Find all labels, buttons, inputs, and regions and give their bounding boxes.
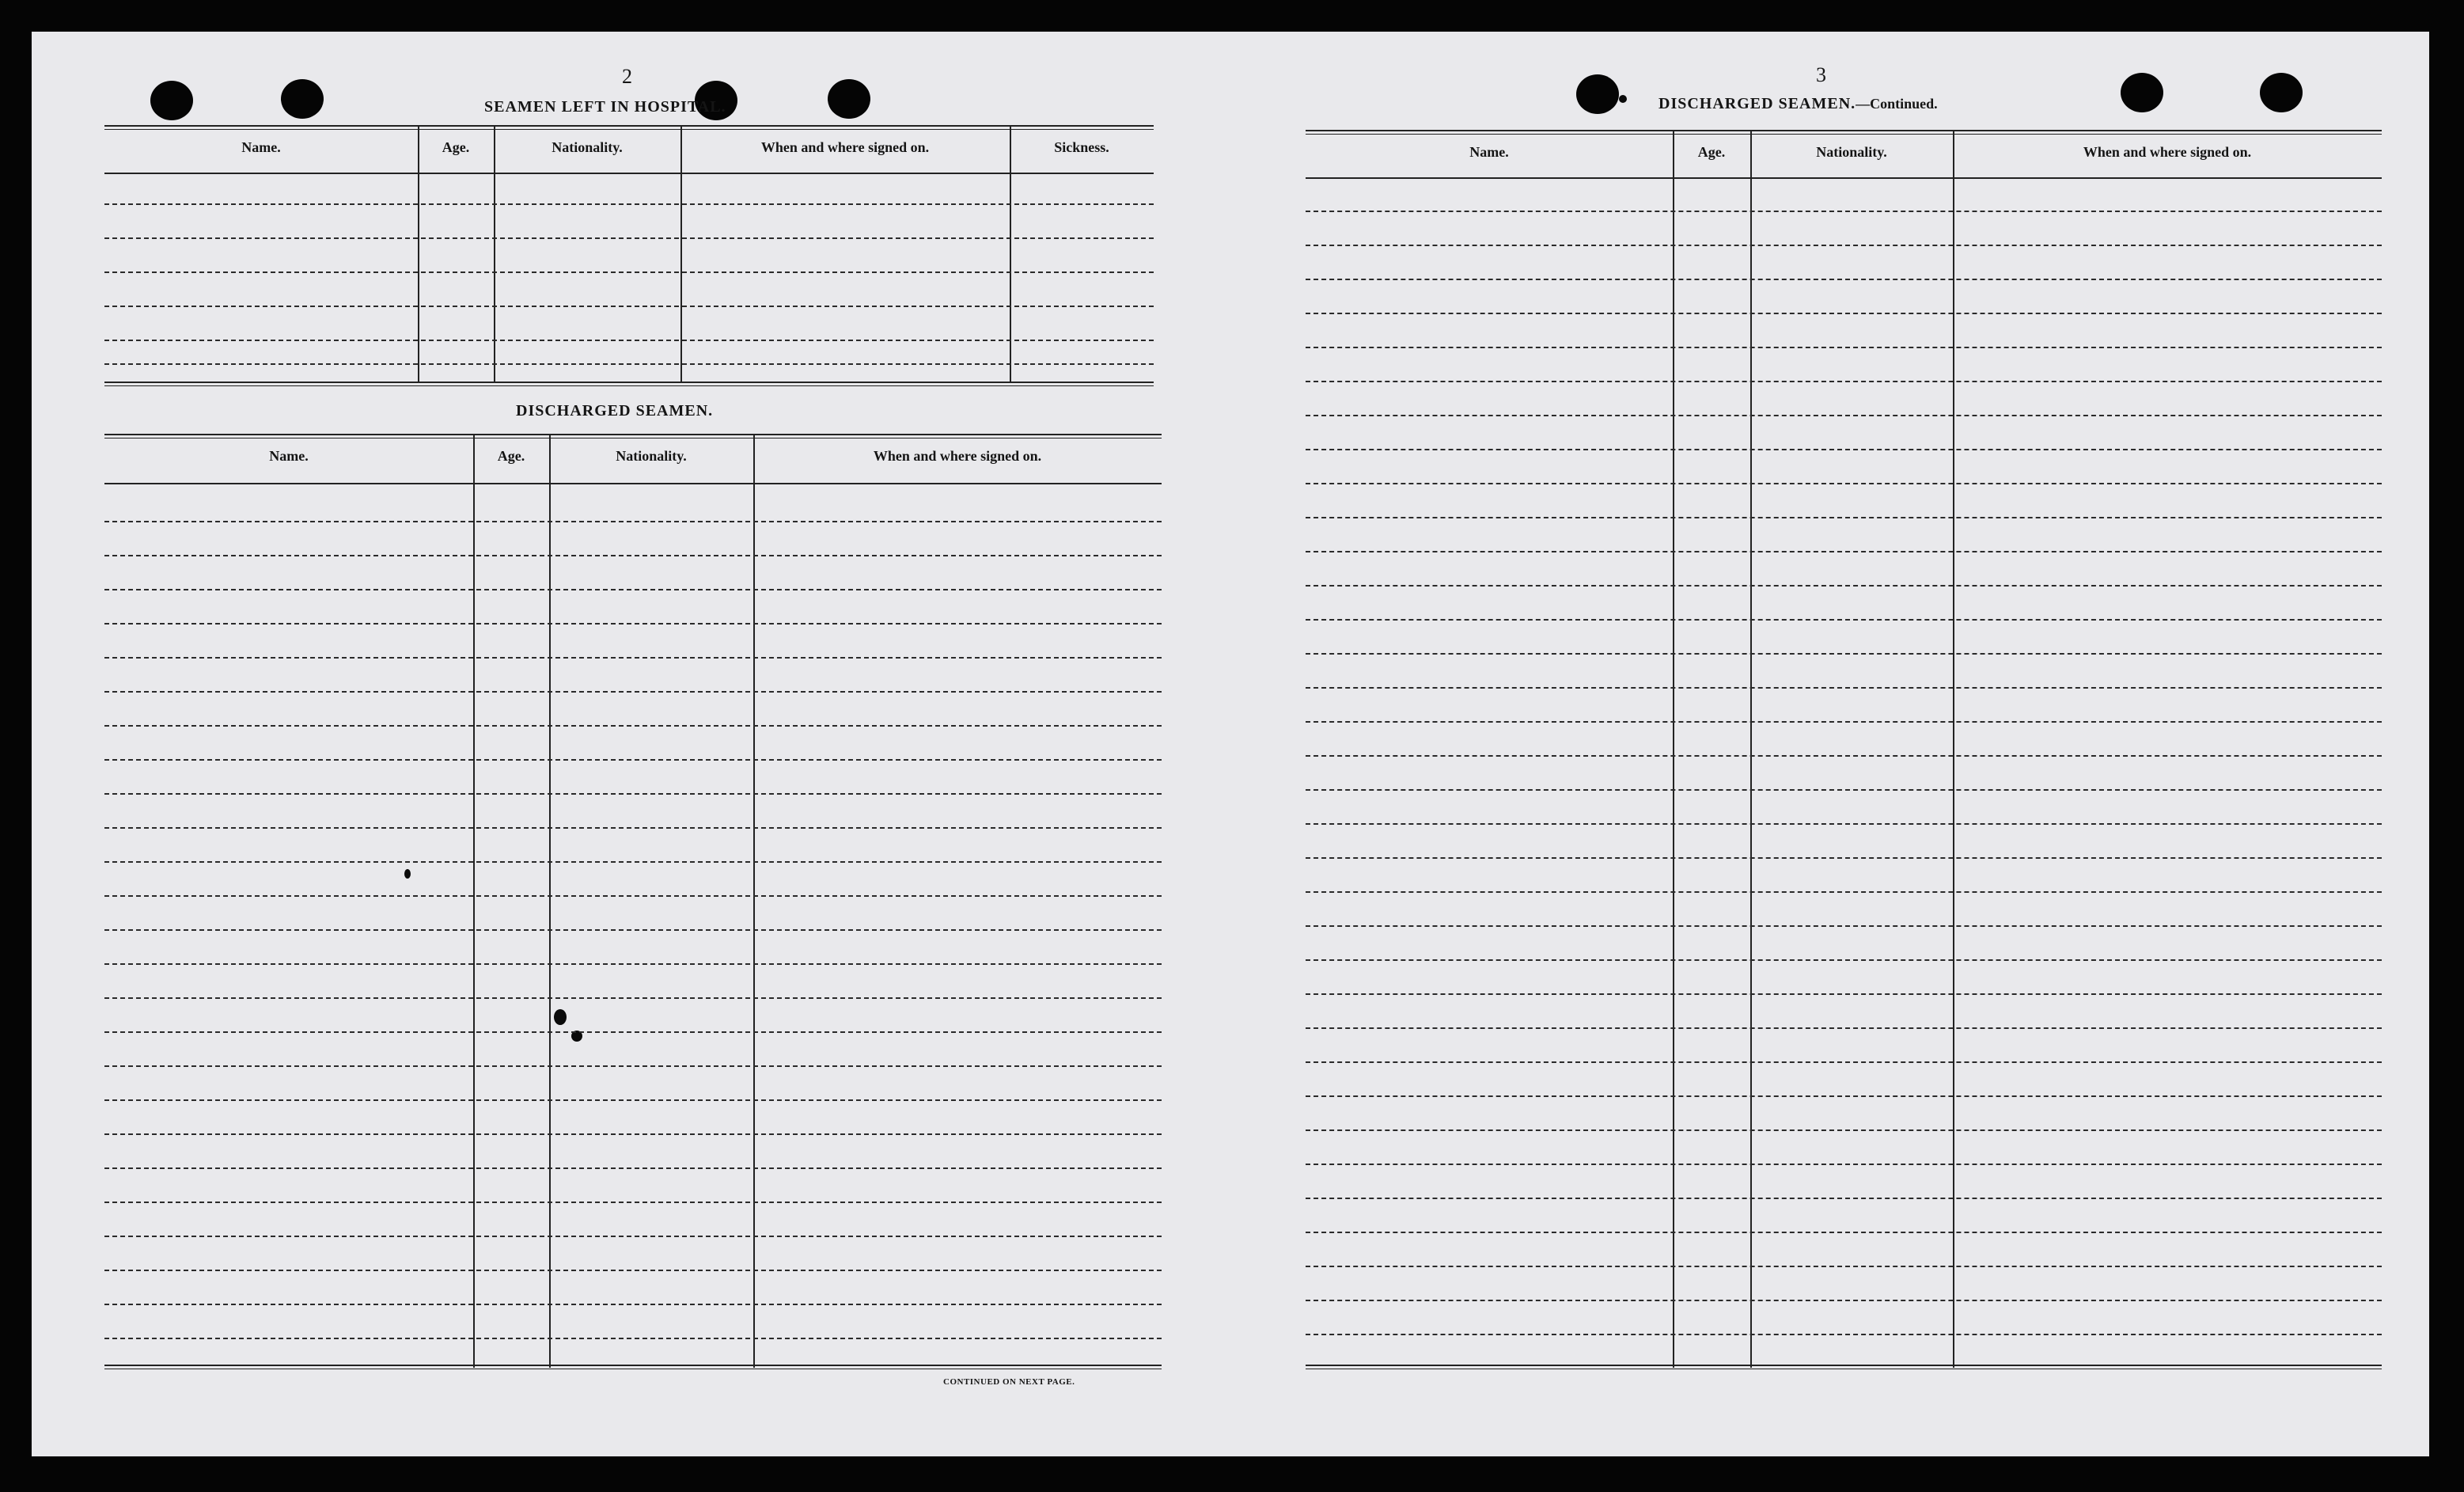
column-header-sickness: Sickness.	[1054, 139, 1109, 155]
column-header-name: Name.	[269, 448, 309, 464]
column-header-age: Age.	[497, 448, 525, 464]
continued-note: CONTINUED ON NEXT PAGE.	[943, 1377, 1075, 1387]
column-header-name: Name.	[241, 139, 281, 155]
punch-hole	[1576, 74, 1619, 114]
section-title-hospital: SEAMEN LEFT IN HOSPITAL.	[484, 98, 726, 116]
punch-hole	[2121, 73, 2163, 112]
column-header-nationality: Nationality.	[616, 448, 687, 464]
punch-hole	[150, 81, 193, 120]
column-header-signed-on: When and where signed on.	[2083, 144, 2252, 160]
column-header-nationality: Nationality.	[1816, 144, 1887, 160]
section-title-text: DISCHARGED SEAMEN.	[1658, 95, 1856, 112]
page-number: 3	[1816, 63, 1826, 86]
document-sheet	[32, 32, 2429, 1456]
section-title-discharged-continued	[1658, 95, 1938, 113]
section-title-discharged: DISCHARGED SEAMEN.	[516, 402, 714, 420]
column-header-name: Name.	[1469, 144, 1509, 160]
column-header-nationality: Nationality.	[552, 139, 623, 155]
section-title-suffix: —Continued.	[1856, 96, 1938, 112]
ink-blot	[1619, 95, 1627, 103]
discharged-table-right	[1306, 130, 2382, 1368]
column-header-signed-on: When and where signed on.	[873, 448, 1042, 464]
discharged-table-left	[104, 434, 1162, 1368]
page-number: 2	[622, 65, 632, 88]
hospital-table	[104, 125, 1154, 385]
punch-hole	[828, 79, 870, 119]
column-header-age: Age.	[1697, 144, 1726, 160]
column-header-age: Age.	[442, 139, 470, 155]
punch-hole	[2260, 73, 2303, 112]
punch-hole	[281, 79, 324, 119]
column-header-signed-on: When and where signed on.	[760, 139, 930, 155]
